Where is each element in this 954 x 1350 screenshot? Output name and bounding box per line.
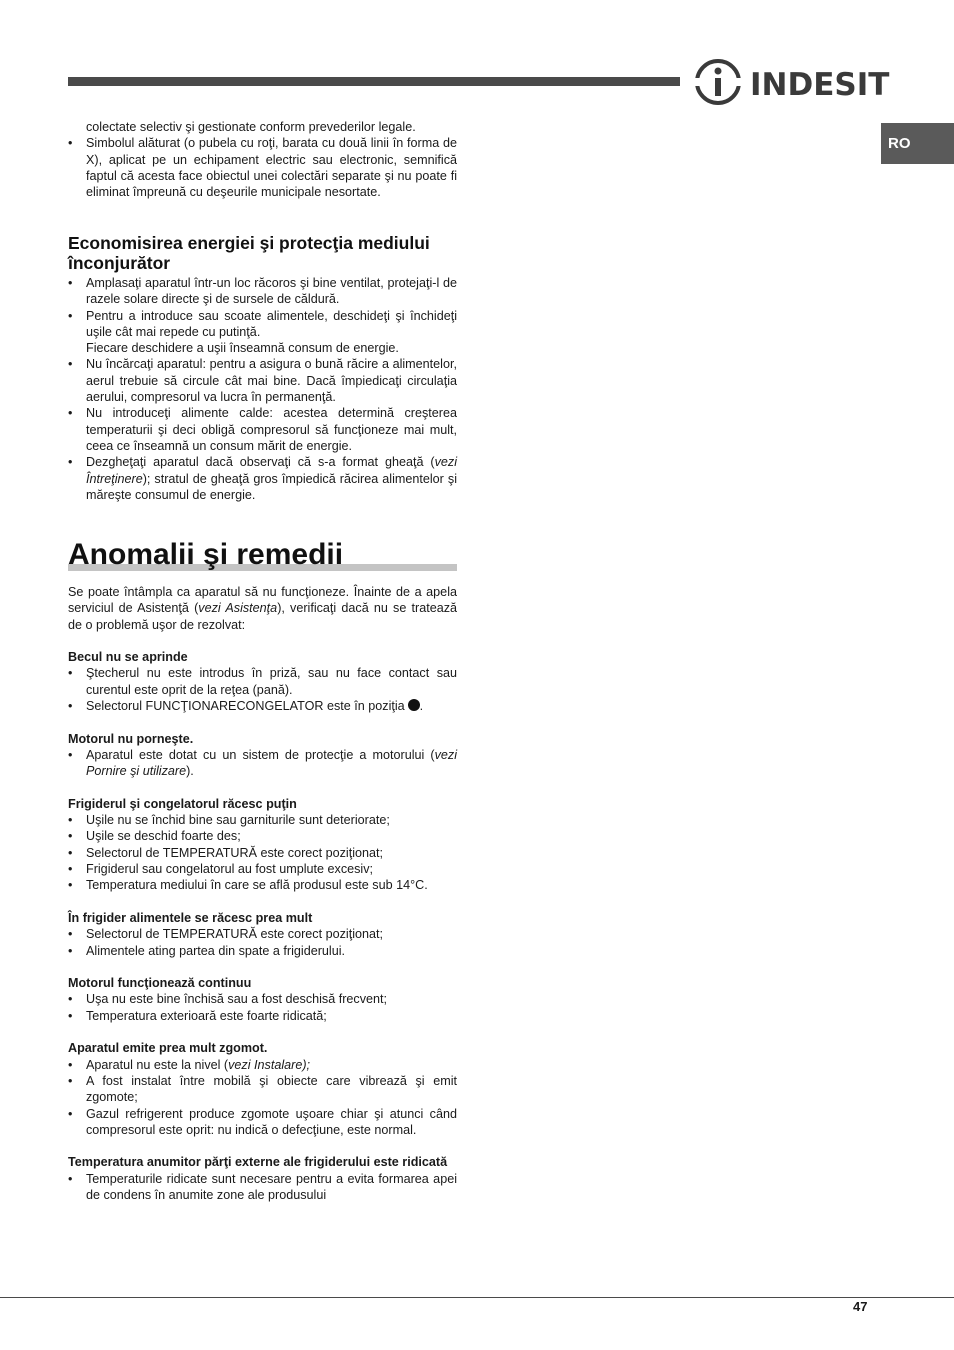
list-item: • Simbolul alăturat (o pubela cu roţi, barata cu două linii în forma de X), aplicat pe un echipament electric sau electronic, semnifică faptul că acesta face obiectul unei colectări separate şi nu poate fi eliminat împreună cu deşeurile municipale nesortate. — [68, 135, 457, 200]
cross-reference: vezi Asistenţa — [198, 601, 278, 616]
problem-list — [68, 1171, 457, 1204]
list-item-text: Fiecare deschidere a uşii înseamnă consum de energie. — [86, 341, 399, 356]
off-position-icon — [408, 699, 420, 711]
intro-paragraph — [68, 584, 457, 633]
indesit-logo-icon — [694, 58, 890, 106]
list-item: • Selectorul de TEMPERATURĂ este corect poziţionat; — [68, 845, 457, 861]
problem-heading: Motorul funcţionează continuu — [68, 976, 252, 991]
list-item-text: Pentru a introduce sau scoate alimentele, deschideţi şi închideţi uşile cât mai repede cu putinţă. — [86, 308, 457, 339]
problem-list — [68, 926, 457, 959]
list-item-text: Aparatul nu este la nivel ( — [86, 1057, 229, 1072]
list-item-text: ). — [186, 764, 194, 779]
energy-section — [68, 233, 457, 503]
list-item: • Selectorul FUNCŢIONARECONGELATOR este în poziţia . — [68, 698, 457, 714]
list-item-text: ); stratul de gheaţă gros împiedică răcirea alimentelor şi măreşte consumul de energie. — [86, 471, 457, 502]
list-item-text: Selectorul FUNCŢIONARECONGELATOR este în poziţia — [86, 699, 405, 714]
energy-heading: Economisirea energiei şi protecţia mediului înconjurător — [68, 233, 430, 273]
problem-list — [68, 747, 457, 780]
list-item: • Uşile se deschid foarte des; — [68, 828, 457, 844]
list-item — [68, 747, 457, 780]
problem-list — [68, 812, 457, 893]
list-item: • Gazul refrigerent produce zgomote uşoare chiar şi atunci când compresorul este oprit: nu indică o defecţiune, este normal. — [68, 1106, 457, 1139]
problem-heading: Motorul nu porneşte. — [68, 731, 194, 746]
language-tab: RO — [881, 123, 954, 164]
page-title: Anomalii şi remedii — [68, 538, 344, 571]
cross-reference: vezi Pornire şi utilizare — [86, 747, 457, 779]
problem-list — [68, 1057, 457, 1138]
list-item: • Alimentele ating partea din spate a frigiderului. — [68, 943, 457, 959]
list-item: • Uşile nu se închid bine sau garniturile sunt deteriorate; — [68, 812, 457, 828]
problem-heading: În frigider alimentele se răcesc prea mult — [68, 910, 313, 925]
list-item — [68, 308, 457, 357]
problem-heading: Frigiderul şi congelatorul răcesc puţin — [68, 796, 297, 811]
list-item-text: Aparatul este dotat cu un sistem de protecţie a motorului ( — [86, 747, 435, 762]
problem-heading: Aparatul emite prea mult zgomot. — [68, 1041, 268, 1056]
problem-list — [68, 665, 457, 714]
list-item: • Amplasaţi aparatul într-un loc răcoros şi bine ventilat, protejaţi-l de razele solare directe şi de sursele de căldură. — [68, 275, 457, 308]
list-item — [68, 1057, 457, 1073]
brand-name: INDESIT — [750, 67, 890, 103]
list-item: • A fost instalat între mobilă şi obiecte care vibrează şi emit zgomote; — [68, 1073, 457, 1106]
page-number: 47 — [853, 1299, 868, 1314]
list-item: • Frigiderul sau congelatorul au fost umplute excesiv; — [68, 861, 457, 877]
brand-logo — [694, 58, 890, 106]
anomalies-section — [68, 584, 457, 1203]
list-item: • Ştecherul nu este introdus în priză, sau nu face contact sau curentul este oprit de la reţea (pană). — [68, 665, 457, 698]
list-item: • Nu introduceţi alimente calde: acestea determină creşterea temperaturii şi deci obligă compresorul să funcţioneze mai mult, ceea ce înseamnă un consum mărit de energie. — [68, 405, 457, 454]
list-item: • Temperatura exterioară este foarte ridicată; — [68, 1008, 457, 1024]
energy-list — [68, 275, 457, 503]
intro-text: ), verificaţi dacă nu se tratează de o problemă uşor de rezolvat: — [68, 601, 458, 632]
list-item: • Temperaturile ridicate sunt necesare pentru a evita formarea apei de condens în anumite zone ale produsului — [68, 1171, 457, 1204]
list-item-text: Dezgheţaţi aparatul dacă observaţi că s-a format gheaţă ( — [86, 455, 435, 470]
intro-text: Se poate întâmpla ca aparatul să nu funcţioneze. Înainte de a apela serviciul de Asistenţă ( — [68, 585, 457, 616]
list-item: • Temperatura mediului în care se află produsul este sub 14°C. — [68, 877, 457, 893]
list-item-text: ); — [302, 1057, 311, 1072]
list-item — [68, 454, 457, 503]
list-item: • Nu încărcaţi aparatul: pentru a asigura o bună răcire a alimentelor, aerul trebuie să circule cât mai bine. Dacă împiedicaţi circulaţia aerului, compresorul va lucra în permanenţă. — [68, 356, 457, 405]
list-item: • Selectorul de TEMPERATURĂ este corect poziţionat; — [68, 926, 457, 942]
problem-list — [68, 991, 457, 1024]
list-item: • Uşa nu este bine închisă sau a fost deschisă frecvent; — [68, 991, 457, 1007]
problem-heading: Becul nu se aprinde — [68, 650, 188, 665]
footer-divider — [0, 1297, 954, 1298]
recycling-section — [68, 119, 457, 200]
cross-reference: vezi Întreţinere — [86, 455, 457, 486]
cross-reference: vezi Instalare — [228, 1057, 303, 1072]
anomalies-title-block — [68, 537, 457, 573]
recycling-list — [68, 135, 457, 200]
header-bar — [68, 77, 680, 86]
continued-text: colectate selectiv şi gestionate conform prevederilor legale. — [86, 120, 416, 134]
problem-heading: Temperatura anumitor părţi externe ale frigiderului este ridicată — [68, 1155, 448, 1170]
